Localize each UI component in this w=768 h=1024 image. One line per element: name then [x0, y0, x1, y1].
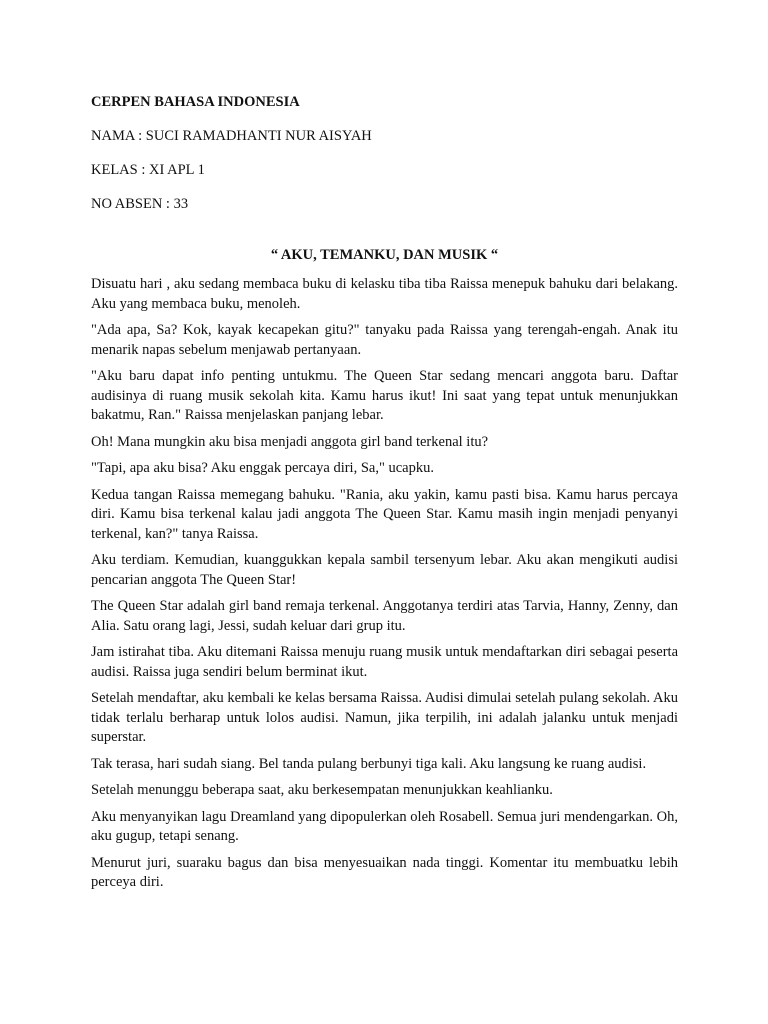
- story-paragraph: Disuatu hari , aku sedang membaca buku di kelasku tiba tiba Raissa menepuk bahuku dari belakang. Aku yang membaca buku, menoleh.: [91, 276, 678, 312]
- story-paragraph: Menurut juri, suaraku bagus dan bisa menyesuaikan nada tinggi. Komentar itu membuatku lebih perceya diri.: [91, 854, 678, 890]
- story-paragraph: "Ada apa, Sa? Kok, kayak kecapekan gitu?" tanyaku pada Raissa yang terengah-engah. Anak itu menarik napas sebelum menjawab pertanyaan.: [91, 322, 678, 358]
- story-title: “ AKU, TEMANKU, DAN MUSIK “: [270, 247, 499, 263]
- document-content: [91, 91, 678, 900]
- story-paragraph: Tak terasa, hari sudah siang. Bel tanda pulang berbunyi tiga kali. Aku langsung ke ruang audisi.: [91, 755, 647, 772]
- story-paragraph: "Aku baru dapat info penting untukmu. The Queen Star sedang mencari anggota baru. Daftar audisinya di ruang musik sekolah kita. Kamu harus ikut! Ini saat yang tepat untuk menunjukkan bakatmu, Ran." Raissa menjelaskan panjang lebar.: [91, 368, 678, 423]
- story-paragraph: Aku menyanyikan lagu Dreamland yang dipopulerkan oleh Rosabell. Semua juri mendengarkan. Oh, aku gugup, tetapi senang.: [91, 808, 678, 844]
- story-paragraph: Setelah menunggu beberapa saat, aku berkesempatan menunjukkan keahlianku.: [91, 782, 553, 798]
- story-paragraph: Setelah mendaftar, aku kembali ke kelas bersama Raissa. Audisi dimulai setelah pulang sekolah. Aku tidak terlalu berharap untuk lolos audisi. Namun, jika terpilih, ini adalah jalanku untuk menjadi superstar.: [91, 690, 678, 745]
- story-paragraph: Aku terdiam. Kemudian, kuanggukkan kepala sambil tersenyum lebar. Aku akan mengikuti audisi pencarian anggota The Queen Star!: [91, 552, 678, 588]
- document-heading: CERPEN BAHASA INDONESIA: [91, 94, 300, 110]
- student-name: NAMA : SUCI RAMADHANTI NUR AISYAH: [91, 128, 372, 144]
- story-paragraph: Oh! Mana mungkin aku bisa menjadi anggota girl band terkenal itu?: [91, 433, 489, 450]
- story-paragraph: "Tapi, apa aku bisa? Aku enggak percaya diri, Sa," ucapku.: [91, 460, 434, 476]
- student-class: KELAS : XI APL 1: [91, 162, 205, 178]
- story-paragraph: Jam istirahat tiba. Aku ditemani Raissa menuju ruang musik untuk mendaftarkan diri sebagai peserta audisi. Raissa juga sendiri belum berminat ikut.: [91, 644, 678, 680]
- student-absen-number: NO ABSEN : 33: [91, 196, 189, 212]
- story-paragraph: The Queen Star adalah girl band remaja terkenal. Anggotanya terdiri atas Tarvia, Hanny, Zenny, dan Alia. Satu orang lagi, Jessi, sudah keluar dari grup itu.: [91, 598, 678, 634]
- story-paragraph: Kedua tangan Raissa memegang bahuku. "Rania, aku yakin, kamu pasti bisa. Kamu harus percaya diri. Kamu bisa terkenal kalau jadi anggota The Queen Star. Kamu masih ingin menjadi penyanyi terkenal, kan?" tanya Raissa.: [91, 486, 678, 542]
